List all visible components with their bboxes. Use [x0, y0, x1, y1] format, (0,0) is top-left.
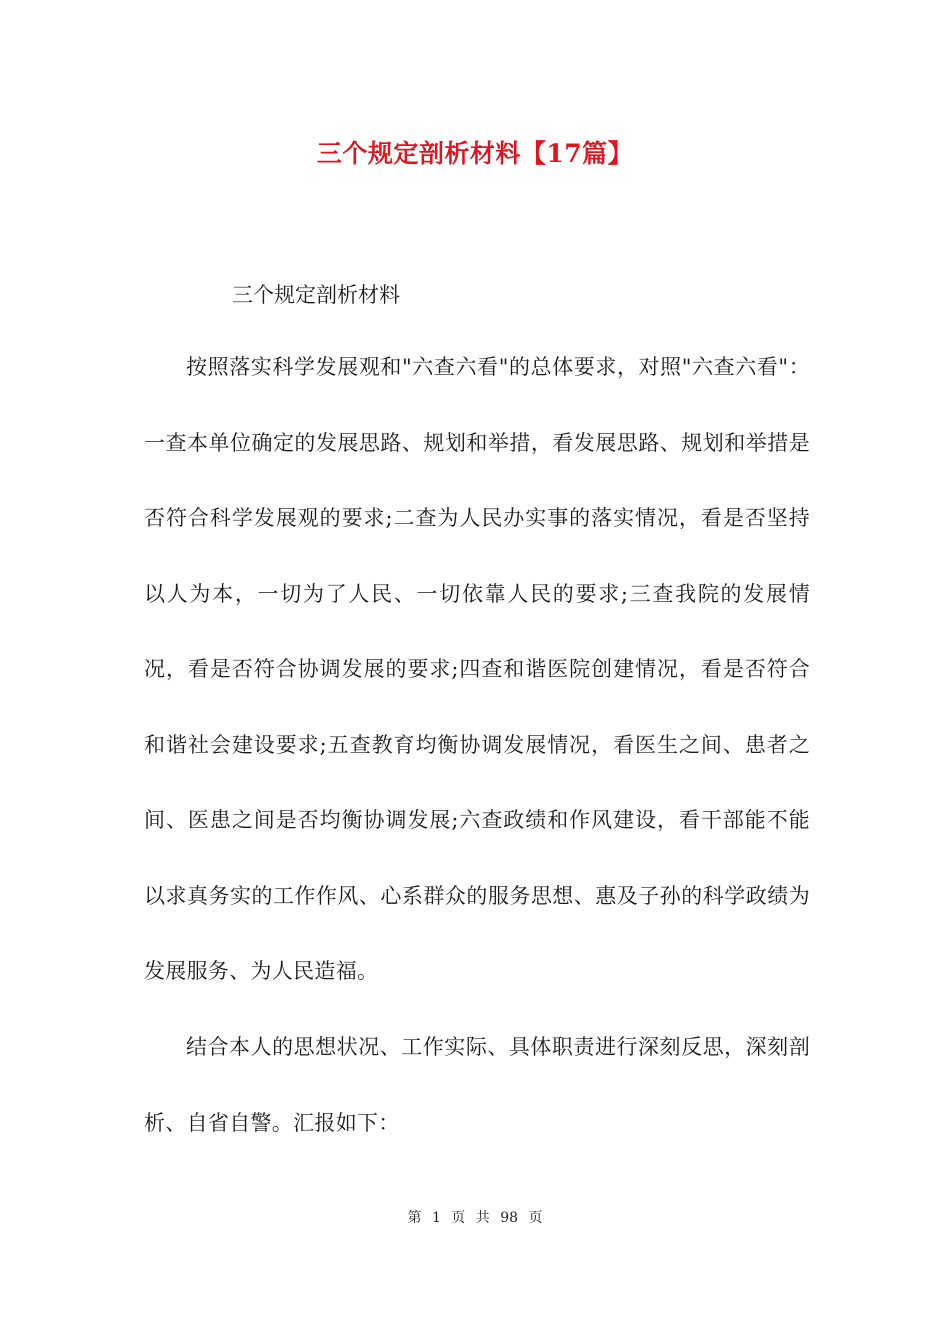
page-title: 三个规定剖析材料【17篇】: [316, 139, 634, 168]
document-subtitle: 三个规定剖析材料: [232, 283, 400, 307]
body-paragraph: 按照落实科学发展观和"六查六看"的总体要求，对照"六查六看"：一查本单位确定的发展思路、规划和举措，看发展思路、规划和举措是否符合科学发展观的要求;二查为人民办实事的落实情况，看是否坚持以人为本，一切为了人民、一切依靠人民的要求;三查我院的发展情况，看是否符合协调发展的要求;四查和谐医院创建情况，看是否符合和谐社会建设要求;五查教育均衡协调发展情况，看医生之间、患者之间、医患之间是否均衡协调发展;六查政绩和作风建设，看干部能不能以求真务实的工作作风、心系群众的服务思想、惠及子孙的科学政绩为发展服务、为人民造福。: [144, 355, 810, 983]
body-paragraph: 结合本人的思想状况、工作实际、具体职责进行深刻反思，深刻剖析、自省自警。汇报如下：: [144, 1035, 810, 1135]
page-number: 第 1 页 共 98 页: [407, 1210, 543, 1226]
